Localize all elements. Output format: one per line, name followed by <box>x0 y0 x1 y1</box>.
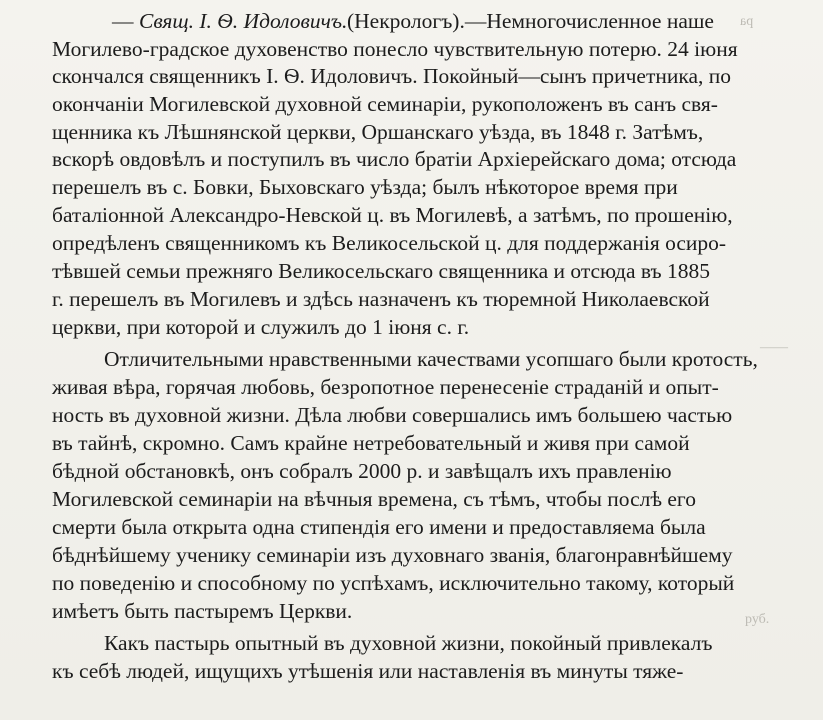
line-text: бѣдной обстановкѣ, онъ собралъ 2000 р. и завѣщалъ ихъ правленію <box>52 459 672 483</box>
em-dash: — <box>112 9 134 33</box>
text-line <box>0 284 823 314</box>
text-line <box>0 372 823 402</box>
text-line <box>0 61 823 91</box>
text-line <box>0 568 823 598</box>
bleed-through-mark: —— <box>760 340 788 355</box>
line-text: Отличительными нравственными качествами усопшаго были кротость, <box>104 347 758 371</box>
line-text: щенника къ Лѣшнянской церкви, Оршанскаго уѣзда, въ 1848 г. Затѣмъ, <box>52 120 704 144</box>
line-text: по поведенію и способному по успѣхамъ, исключительно такому, который <box>52 571 735 595</box>
line-text: въ тайнѣ, скромно. Самъ крайне нетребовательный и живя при самой <box>52 431 690 455</box>
text-line <box>0 172 823 202</box>
text-line <box>0 312 823 342</box>
line-text: Могилевской семинаріи на вѣчныя времена, съ тѣмъ, чтобы послѣ его <box>52 487 696 511</box>
line-text: тѣвшей семьи прежняго Великосельскаго священника и отсюда въ 1885 <box>52 259 710 283</box>
line-text: живая вѣра, горячая любовь, безропотное перенесеніе страданій и опыт- <box>52 375 719 399</box>
line-text: ность въ духовной жизни. Дѣла любви совершались имъ большею частью <box>52 403 733 427</box>
line-text: имѣетъ быть пастыремъ Церкви. <box>52 599 353 623</box>
text-line <box>0 34 823 64</box>
bleed-through-mark: руб. <box>745 612 770 627</box>
text-line <box>0 656 823 686</box>
text-line <box>0 628 823 658</box>
text-line <box>0 512 823 542</box>
text-line <box>0 400 823 430</box>
line-text: скончался священникъ І. Ѳ. Идоловичъ. Покойный—сынъ причетника, по <box>52 64 732 88</box>
line-text: Могилево-градское духовенство понесло чувствительную потерю. 24 іюня <box>52 37 738 61</box>
line-text: окончаніи Могилевской духовной семинаріи, рукоположенъ въ санъ свя- <box>52 92 718 116</box>
text-line <box>0 540 823 570</box>
text-line <box>0 456 823 486</box>
text-line <box>0 89 823 119</box>
line-text: смерти была открыта одна стипендія его имени и предоставляема была <box>52 515 706 539</box>
line-text: къ себѣ людей, ищущихъ утѣшенія или наставленія въ минуты тяже- <box>52 659 684 683</box>
text-line <box>0 6 823 36</box>
text-line <box>0 344 823 374</box>
text-line <box>0 200 823 230</box>
line-text: бѣднѣйшему ученику семинаріи изъ духовнаго званія, благонравнѣйшему <box>52 543 733 567</box>
article-heading-name: Свящ. І. Ѳ. Идоловичъ. <box>139 9 348 33</box>
bleed-through-mark: ра <box>740 14 754 29</box>
text-line <box>0 228 823 258</box>
line-text: перешелъ въ с. Бовки, Быховскаго уѣзда; былъ нѣкоторое время при <box>52 175 678 199</box>
line-text: баталіонной Александро-Невской ц. въ Могилевѣ, а затѣмъ, по прошенію, <box>52 203 733 227</box>
text-line <box>0 484 823 514</box>
text-line <box>0 117 823 147</box>
text-line <box>0 596 823 626</box>
text-line <box>0 144 823 174</box>
text-line <box>0 428 823 458</box>
line-text: церкви, при которой и служилъ до 1 іюня с. г. <box>52 315 470 339</box>
article-heading-rest: (Некрологъ).—Немногочисленное наше <box>347 9 714 33</box>
line-text: Какъ пастырь опытный въ духовной жизни, покойный привлекалъ <box>104 631 713 655</box>
line-text: опредѣленъ священникомъ къ Великосельской ц. для поддержанія осиро- <box>52 231 727 255</box>
text-line <box>0 256 823 286</box>
line-text: г. перешелъ въ Могилевъ и здѣсь назначенъ къ тюремной Николаевской <box>52 287 710 311</box>
line-text: вскорѣ овдовѣлъ и поступилъ въ число братіи Архіерейскаго дома; отсюда <box>52 147 737 171</box>
